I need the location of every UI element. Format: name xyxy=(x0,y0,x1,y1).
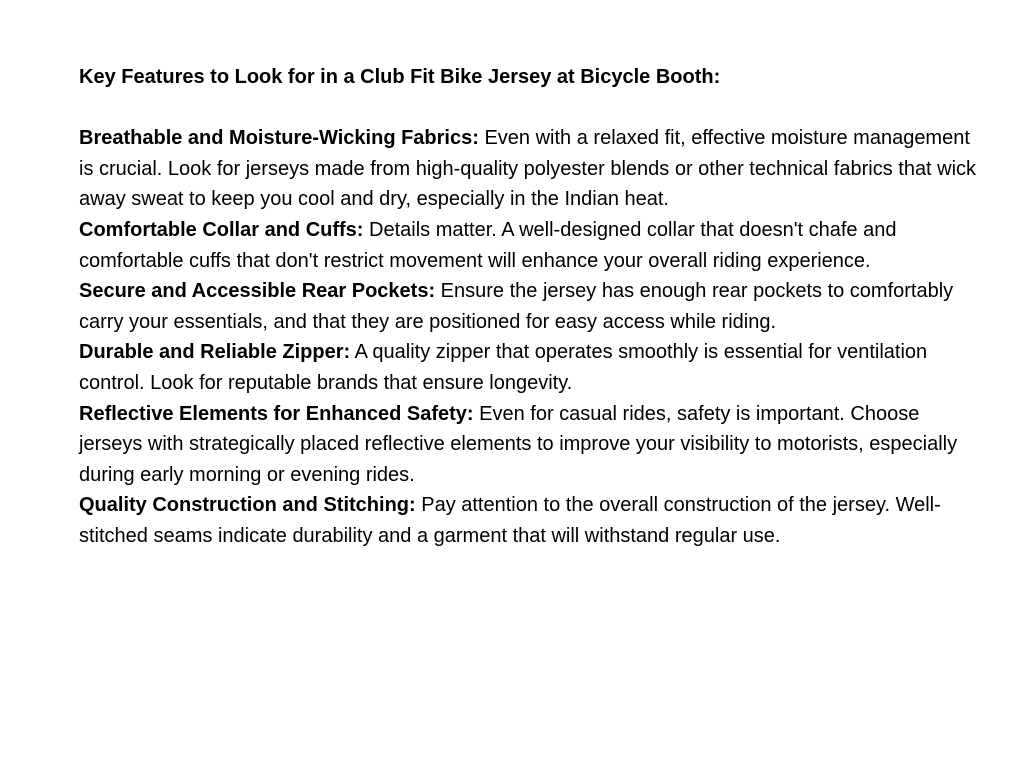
slide-title: Key Features to Look for in a Club Fit Bike Jersey at Bicycle Booth: xyxy=(79,66,721,88)
feature-zipper xyxy=(79,337,979,398)
feature-reflective-elements xyxy=(79,399,979,491)
feature-text: Pay attention to the overall construction of the jersey. Well-stitched seams indicate durability and a garment that will withstand regular use. xyxy=(79,494,941,547)
feature-title: Comfortable Collar and Cuffs: xyxy=(79,218,364,241)
spacer xyxy=(79,93,979,124)
feature-text: A quality zipper that operates smoothly is essential for ventilation control. Look for reputable brands that ensure longevity. xyxy=(79,341,928,394)
feature-rear-pockets xyxy=(79,276,979,337)
feature-text: Even with a relaxed fit, effective moisture management is crucial. Look for jerseys made from high-quality polyester blends or other technical fabrics that wick away sweat to keep you cool and dry, especially in the Indian heat. xyxy=(79,127,977,211)
feature-text: Details matter. A well-designed collar that doesn't chafe and comfortable cuffs that don't restrict movement will enhance your overall riding experience. xyxy=(79,218,897,272)
feature-construction-stitching xyxy=(79,490,979,551)
feature-breathable-fabrics xyxy=(79,123,979,215)
feature-title: Breathable and Moisture-Wicking Fabrics: xyxy=(79,127,479,150)
feature-text: Even for casual rides, safety is important. Choose jerseys with strategically placed reflective elements to improve your visibility to motorists, especially during early morning or evening rides. xyxy=(79,402,958,486)
feature-title: Durable and Reliable Zipper: xyxy=(79,341,351,364)
feature-title: Secure and Accessible Rear Pockets: xyxy=(79,280,436,303)
feature-text: Ensure the jersey has enough rear pockets to comfortably carry your essentials, and that they are positioned for easy access while riding. xyxy=(79,280,954,333)
feature-title: Quality Construction and Stitching: xyxy=(79,494,416,517)
slide-content xyxy=(79,62,979,552)
feature-collar-cuffs xyxy=(79,215,979,276)
feature-title: Reflective Elements for Enhanced Safety: xyxy=(79,402,474,425)
